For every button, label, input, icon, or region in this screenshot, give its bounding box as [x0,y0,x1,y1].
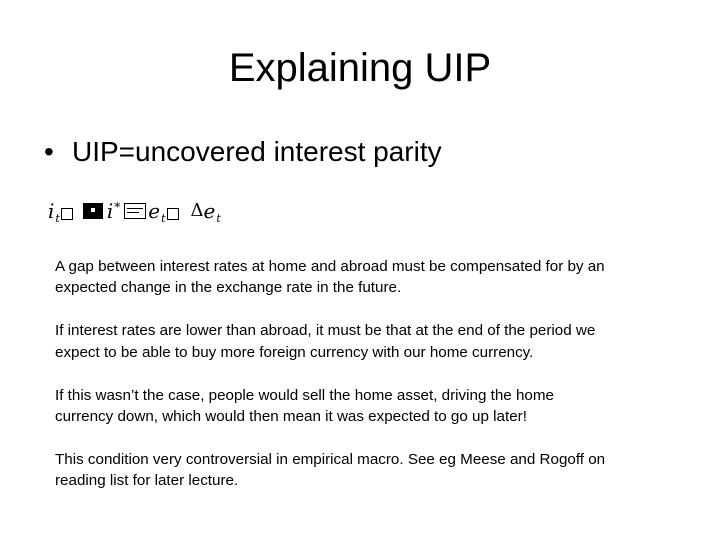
bullet-text: UIP=uncovered interest parity [72,136,442,167]
equation-e-2: e [203,199,216,223]
equation-e: e [148,199,161,223]
bullet-marker: • [44,136,54,167]
equation-i: i [48,199,55,223]
uip-equation [48,196,221,225]
slide-title: Explaining UIP [228,46,492,90]
equation-delta: Δ [190,200,204,221]
equation-missing-glyph-icon [61,208,73,220]
equation-missing-glyph-icon-2 [167,208,179,220]
equation-subscript-t-3: t [216,212,221,225]
paragraph-lower-rates: If interest rates are lower than abroad, it must be that at the end of the period we expect to be able to buy more foreign currency with our home currency. [55,322,596,361]
paragraph-controversial: This condition very controversial in empirical macro. See eg Meese and Rogoff on reading list for later lecture. [55,451,606,490]
equation-subscript-t: t [55,212,60,225]
equation-i-star: i [106,199,114,223]
bullet-item [44,132,442,172]
body-text [55,256,615,514]
equation-star-mark: * [114,200,121,214]
paragraph-sell-asset: If this wasn’t the case, people would sell the home asset, driving the home currency down, which would then mean it was expected to go up later! [55,386,554,426]
equation-equals-glyph-icon [83,203,103,219]
equation-operator-glyph-icon [124,203,146,219]
paragraph-gap: A gap between interest rates at home and abroad must be compensated for by an expected change in the exchange rate in the future. [55,258,605,297]
equation-subscript-t-2: t [161,212,166,225]
